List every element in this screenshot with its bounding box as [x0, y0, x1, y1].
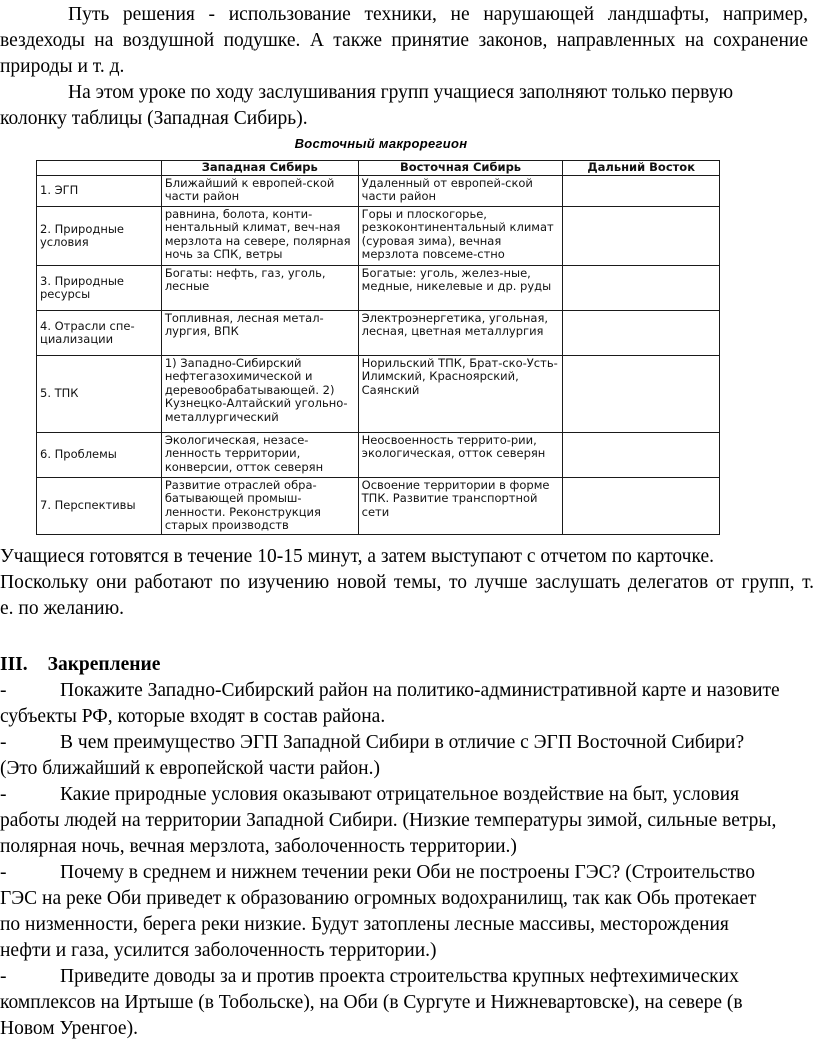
question-item-first-line: [0, 964, 816, 990]
after-table-line1: Учащиеся готовятся в течение 10-15 минут, а затем выступают с отчетом по карточке.: [0, 546, 714, 567]
after-table-line3: е. по желанию.: [0, 598, 125, 619]
question-item-first-line: [0, 730, 816, 756]
header-west-siberia: Западная Сибирь: [161, 161, 358, 176]
question-text: Какие природные условия оказывают отрицательное воздействие на быт, условия: [60, 784, 740, 805]
east-siberia-cell: Горы и плоскогорье, резкоконтинентальный климат (суровая зима), вечная мерзлота повсеме-стно: [358, 207, 563, 266]
intro-p1-line2: вездеходы на воздушной подушке. А также принятие законов, направленных на сохранение: [0, 30, 808, 51]
table-row: [37, 176, 720, 207]
west-siberia-cell: Топливная, лесная метал-лургия, ВПК: [161, 311, 358, 356]
question-text: Приведите доводы за и против проекта строительства крупных нефтехимических: [60, 966, 739, 987]
macroregion-table: [36, 160, 720, 535]
east-siberia-cell: Богатые: уголь, желез-ные, медные, никелевые и др. руды: [358, 266, 563, 311]
far-east-cell: [563, 356, 720, 433]
question-text: Покажите Западно-Сибирский район на политико-административной карте и назовите: [60, 680, 780, 701]
east-siberia-cell: Неосвоенность террито-рии, экологическая, отток северян: [358, 433, 563, 478]
table-row: [37, 433, 720, 478]
list-bullet: -: [0, 680, 7, 701]
question-text: Почему в среднем и нижнем течении реки Оби не построены ГЭС? (Строительство: [60, 862, 755, 883]
list-bullet: -: [0, 732, 7, 753]
question-item-continuation: работы людей на территории Западной Сибири. (Низкие температуры зимой, сильные ветры,: [0, 810, 777, 831]
question-item-continuation: нефти и газа, усилится заболоченность территории.): [0, 940, 437, 961]
row-label: 3. Природные ресурсы: [37, 266, 162, 311]
list-bullet: -: [0, 966, 7, 987]
west-siberia-cell: Ближайший к европей-ской части район: [161, 176, 358, 207]
question-item-continuation: ГЭС на реке Оби приведет к образованию огромных водохранилищ, так как Обь протекает: [0, 888, 757, 909]
question-item-first-line: [0, 782, 816, 808]
far-east-cell: [563, 266, 720, 311]
question-item-continuation: полярная ночь, вечная мерзлота, заболоченность территории.): [0, 836, 517, 857]
header-east-siberia: Восточная Сибирь: [358, 161, 563, 176]
table-row: [37, 311, 720, 356]
section-heading: [0, 652, 816, 678]
section-number: III.: [0, 654, 28, 675]
table-row: [37, 266, 720, 311]
table-row: [37, 478, 720, 535]
question-item-continuation: (Это ближайший к европейской части район.): [0, 758, 380, 779]
row-label: 6. Проблемы: [37, 433, 162, 478]
west-siberia-cell: Развитие отраслей обра-батывающей промыш-ленности. Реконструкция старых производств: [161, 478, 358, 535]
after-table-line2: Поскольку они работают по изучению новой темы, то лучше заслушать делегатов от групп, т.: [0, 572, 814, 593]
east-siberia-cell: Электроэнергетика, угольная, лесная, цветная металлургия: [358, 311, 563, 356]
section-title: Закрепление: [47, 654, 161, 675]
west-siberia-cell: равнина, болота, конти-нентальный климат, веч-ная мерзлота на севере, полярная ночь за СПК, ветры: [161, 207, 358, 266]
far-east-cell: [563, 176, 720, 207]
west-siberia-cell: Богаты: нефть, газ, уголь, лесные: [161, 266, 358, 311]
west-siberia-cell: Экологическая, незасе-ленность территории, конверсии, отток северян: [161, 433, 358, 478]
header-far-east: Дальний Восток: [563, 161, 720, 176]
row-label: 7. Перспективы: [37, 478, 162, 535]
question-item-continuation: Новом Уренгое).: [0, 1018, 138, 1039]
question-item-continuation: комплексов на Иртыше (в Тобольске), на Оби (в Сургуте и Нижневартовске), на севере (в: [0, 992, 743, 1013]
east-siberia-cell: Удаленный от европей-ской части район: [358, 176, 563, 207]
east-siberia-cell: Освоение территории в форме ТПК. Развитие транспортной сети: [358, 478, 563, 535]
east-siberia-cell: Норильский ТПК, Брат-ско-Усть-Илимский, Красноярский, Саянский: [358, 356, 563, 433]
intro-p2-line2: колонку таблицы (Западная Сибирь).: [0, 108, 308, 129]
question-item-first-line: [0, 678, 816, 704]
intro-p1-line3: природы и т. д.: [0, 56, 125, 77]
list-bullet: -: [0, 862, 7, 883]
question-item-first-line: [0, 860, 816, 886]
intro-p1-line1: Путь решения - использование техники, не нарушающей ландшафты, например,: [68, 4, 808, 25]
west-siberia-cell: 1) Западно-Сибирский нефтегазохимической и деревообрабатывающей. 2) Кузнецко-Алтайский угольно-металлургический: [161, 356, 358, 433]
table-header-row: [37, 161, 720, 176]
question-item-continuation: субъекты РФ, которые входят в состав района.: [0, 706, 386, 727]
far-east-cell: [563, 207, 720, 266]
far-east-cell: [563, 433, 720, 478]
header-cell-empty: [37, 161, 162, 176]
question-item-continuation: по низменности, берега реки низкие. Будут затоплены лесные массивы, месторождения: [0, 914, 729, 935]
row-label: 5. ТПК: [37, 356, 162, 433]
far-east-cell: [563, 478, 720, 535]
far-east-cell: [563, 311, 720, 356]
row-label: 4. Отрасли спе-циализации: [37, 311, 162, 356]
row-label: 1. ЭГП: [37, 176, 162, 207]
macroregion-table-image: [36, 136, 726, 533]
table-row: [37, 356, 720, 433]
table-row: [37, 207, 720, 266]
intro-p2-line1: На этом уроке по ходу заслушивания групп учащиеся заполняют только первую: [68, 82, 734, 103]
list-bullet: -: [0, 784, 7, 805]
question-text: В чем преимущество ЭГП Западной Сибири в отличие с ЭГП Восточной Сибири?: [60, 732, 745, 753]
row-label: 2. Природные условия: [37, 207, 162, 266]
table-title: Восточный макрорегион: [294, 136, 468, 151]
